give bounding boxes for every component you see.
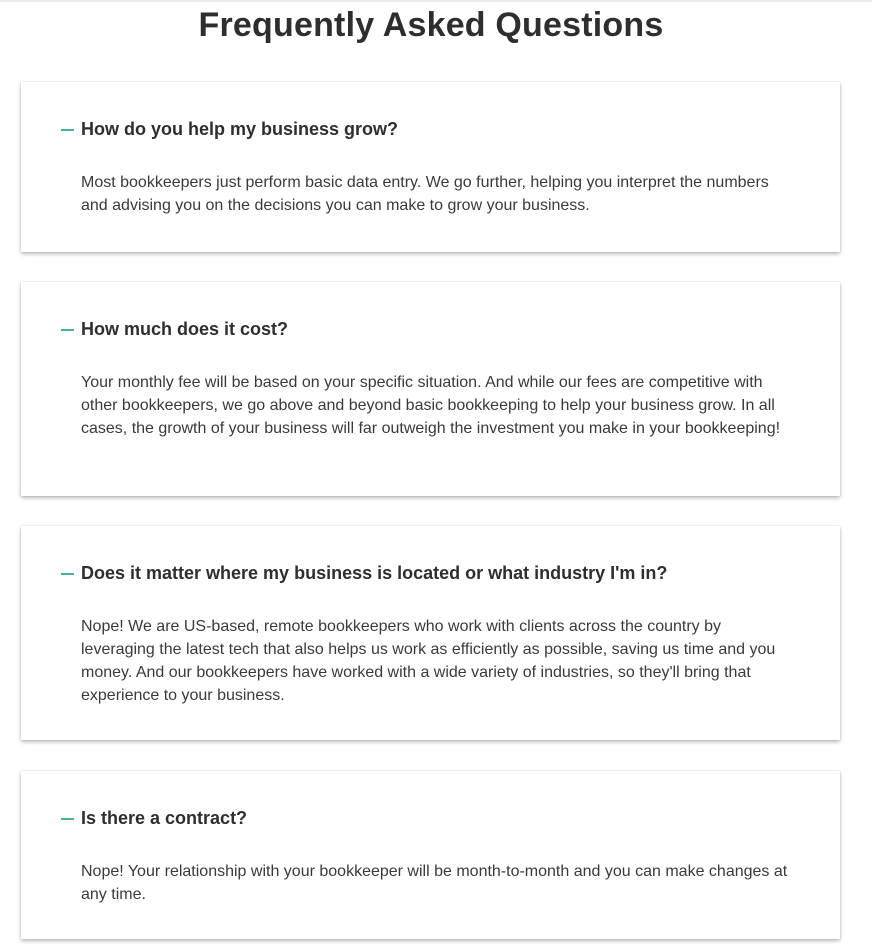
top-divider: [0, 0, 872, 2]
faq-question-toggle[interactable]: [61, 119, 398, 140]
faq-question[interactable]: Is there a contract?: [81, 808, 248, 828]
faq-answer: Nope! We are US-based, remote bookkeepers who work with clients across the country by leveraging the latest tech that also helps us work as efficiently as possible, saving us time and you money. And our bookkeepers have worked with a wide variety of industries, so they'll bring that experience to your business.: [81, 618, 776, 704]
faq-answer: Your monthly fee will be based on your specific situation. And while our fees are competitive with other bookkeepers, we go above and beyond basic bookkeeping to help your business grow. In all cases, the growth of your business will far outweigh the investment you make in your bookkeeping!: [81, 374, 781, 437]
faq-item: [21, 526, 840, 740]
collapse-minus-icon[interactable]: [61, 573, 74, 575]
faq-question[interactable]: How much does it cost?: [81, 319, 289, 339]
collapse-minus-icon[interactable]: [61, 129, 74, 131]
faq-question[interactable]: How do you help my business grow?: [81, 119, 399, 139]
collapse-minus-icon[interactable]: [61, 329, 74, 331]
faq-question[interactable]: Does it matter where my business is located or what industry I'm in?: [81, 563, 668, 583]
faq-question-toggle[interactable]: [61, 319, 288, 340]
page-title: Frequently Asked Questions: [198, 6, 664, 44]
faq-item: [21, 82, 840, 252]
faq-item: [21, 771, 840, 939]
faq-item: [21, 282, 840, 496]
collapse-minus-icon[interactable]: [61, 818, 74, 820]
faq-answer: Nope! Your relationship with your bookkeeper will be month-to-month and you can make changes at any time.: [81, 863, 788, 903]
faq-answer: Most bookkeepers just perform basic data entry. We go further, helping you interpret the numbers and advising you on the decisions you can make to grow your business.: [81, 174, 769, 214]
faq-question-toggle[interactable]: [61, 808, 247, 829]
faq-question-toggle[interactable]: [61, 563, 667, 584]
